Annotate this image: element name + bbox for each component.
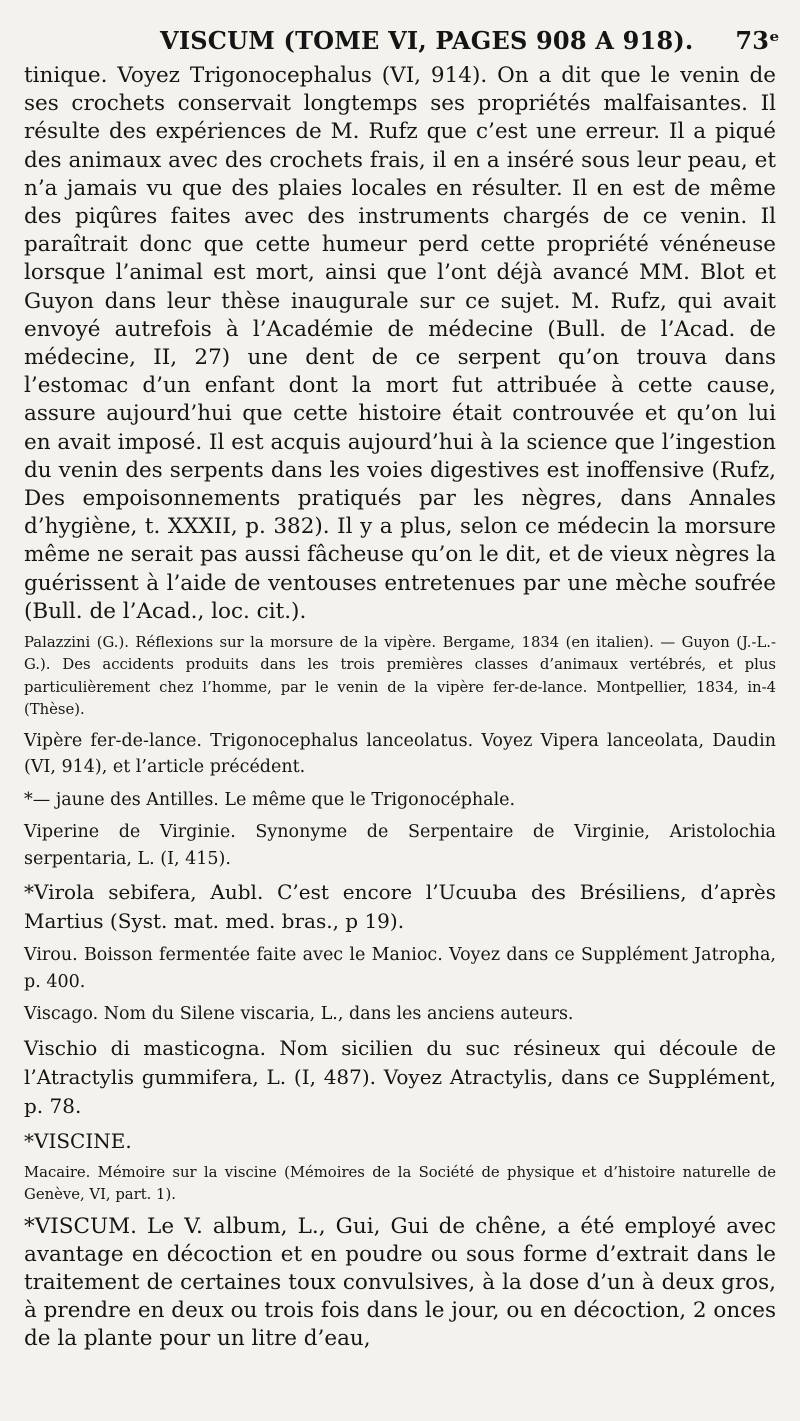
entry-viscum: *VISCUM. Le V. album, L., Gui, Gui de chêne, a été employé avec avantage en décoction et en poudre ou sous forme d’extrait dans le traitement de certaines toux convulsives, à la dose d’un à deux gros, à prendre en deux ou trois fois dans le jour, ou en décoction, 2 onces de la plante pour un litre d’eau, — [24, 1213, 776, 1352]
entry-viperine-de-virginie: Viperine de Virginie. Synonyme de Serpentaire de Virginie, Aristolochia serpentaria, L. (I, 415). — [24, 822, 776, 869]
entry-viscine: *VISCINE. — [24, 1128, 132, 1153]
bibliography-palazzini-guyon: Palazzini (G.). Réflexions sur la morsure de la vipère. Bergame, 1834 (en italien). — Guyon (J.-L.-G.). Des accidents produits dans les trois premières classes d’animaux vertébrés, et plus particulièrement chez l’homme, par le venin de la vipère fer-de-lance. Montpellier, 1834, in-4 (Thèse). — [24, 634, 776, 719]
header-title: VISCUM (TOME VI, PAGES 908 A 918). — [160, 26, 694, 55]
page-number: 73ᵉ — [735, 26, 780, 55]
entry-jaune-des-antilles: *— jaune des Antilles. Le même que le Trigonocéphale. — [24, 789, 516, 810]
entry-vischio-di-masticogna: Vischio di masticogna. Nom sicilien du suc résineux qui découle de l’Atractylis gummifera, L. (I, 487). Voyez Atractylis, dans ce Supplément, p. 78. — [24, 1035, 776, 1118]
paragraph-trigonocephalus: tinique. Voyez Trigonocephalus (VI, 914). On a dit que le venin de ses crochets conservait longtemps ses propriétés malfaisantes. Il résulte des expériences de M. Rufz que c’est une erreur. Il a piqué des animaux avec des crochets frais, il en a inséré sous leur peau, et n’a jamais vu que des plaies locales en résulter. Il en est de même des piqûres faites avec des instruments chargés de ce venin. Il paraîtrait donc que cette humeur perd cette propriété vénéneuse lorsque l’animal est mort, ainsi que l’ont déjà avancé MM. Blot et Guyon dans leur thèse inaugurale sur ce sujet. M. Rufz, qui avait envoyé autrefois à l’Académie de médecine (Bull. de l’Acad. de médecine, II, 27) une dent de ce serpent qu’on trouva dans l’estomac d’un enfant dont la mort fut attribuée à cette cause, assure aujourd’hui que cette histoire était controuvée et qu’on lui en avait imposé. Il est acquis aujourd’hui à la science que l’ingestion du venin des serpents dans les voies digestives est inoffensive (Rufz, Des empoisonnements pratiqués par les nègres, dans Annales d’hygiène, t. XXXII, p. 382). Il y a plus, selon ce médecin la morsure même ne serait pas aussi fâcheuse qu’on le dit, et de vieux nègres la guérissent à l’aide de ventouses entretenues par une mèche soufrée (Bull. de l’Acad., loc. cit.). — [24, 63, 776, 624]
entry-virou: Virou. Boisson fermentée faite avec le Manioc. Voyez dans ce Supplément Jatropha, p. 400. — [24, 945, 776, 992]
body-text — [24, 62, 776, 1354]
bibliography-macaire: Macaire. Mémoire sur la viscine (Mémoires de la Société de physique et d’histoire naturelle de Genève, VI, part. 1). — [24, 1163, 776, 1204]
entry-vipere-fer-de-lance: Vipère fer-de-lance. Trigonocephalus lanceolatus. Voyez Vipera lanceolata, Daudin (VI, 914), et l’article précédent. — [24, 730, 776, 778]
entry-virola-sebifera: *Virola sebifera, Aubl. C’est encore l’Ucuuba des Brésiliens, d’après Martius (Syst. mat. med. bras., p 19). — [24, 880, 776, 934]
running-header — [160, 26, 780, 55]
entry-viscago: Viscago. Nom du Silene viscaria, L., dans les anciens auteurs. — [24, 1004, 574, 1025]
